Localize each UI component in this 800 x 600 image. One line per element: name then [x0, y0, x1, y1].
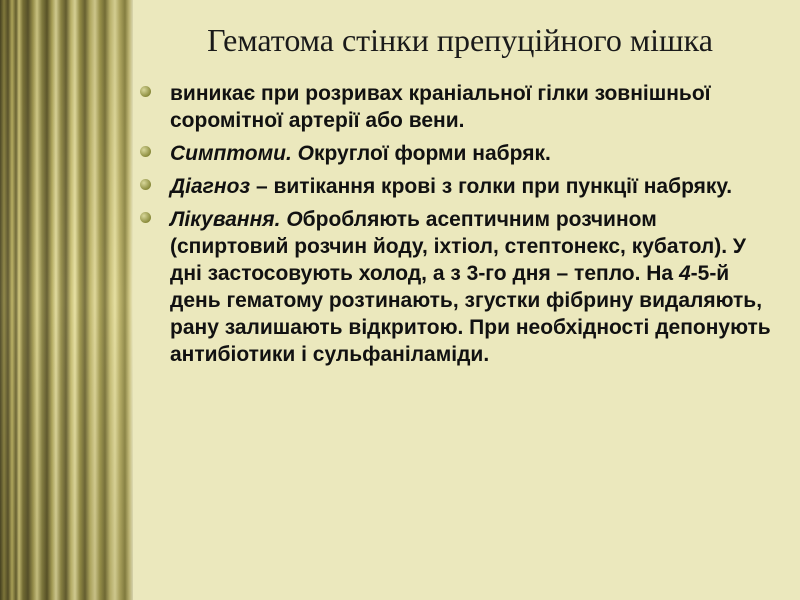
bullet-icon	[140, 86, 151, 97]
bullet-lead: Лікування. О	[170, 208, 303, 231]
bullet-icon	[140, 146, 151, 157]
bullet-icon	[140, 179, 151, 190]
slide-title: Гематома стінки препуційного мішка	[207, 22, 713, 58]
bullet-item	[140, 80, 780, 134]
bullet-item	[140, 206, 780, 368]
bullet-icon	[140, 212, 151, 223]
bullet-lead-inline: 4	[678, 262, 691, 285]
bullet-text: круглої форми набряк.	[313, 142, 551, 165]
bullet-lead: Симптоми. О	[170, 142, 314, 165]
bullet-text-cont: -5-й день гематому розтинають, згустки фібрину видаляють, рану залишають відкритою. При необхідності депонують антибіотики і сульфаніламіди.	[170, 262, 771, 366]
bullet-text: – витікання крові з голки при пункції набряку.	[250, 175, 733, 198]
decorative-left-band	[0, 0, 133, 600]
bullet-text: виникає при розривах краніальної гілки зовнішньої соромітної артерії або вени.	[170, 82, 711, 132]
bullet-item	[140, 140, 780, 167]
bullet-text: бробляють асептичним розчином (спиртовий розчин йоду, іхтіол, стептонекс, кубатол). У дні застосовують холод, а з 3-го дня – тепло. На	[170, 208, 746, 285]
bullet-lead: Діагноз	[170, 175, 251, 198]
bullet-list	[140, 80, 780, 374]
bullet-item	[140, 173, 780, 200]
